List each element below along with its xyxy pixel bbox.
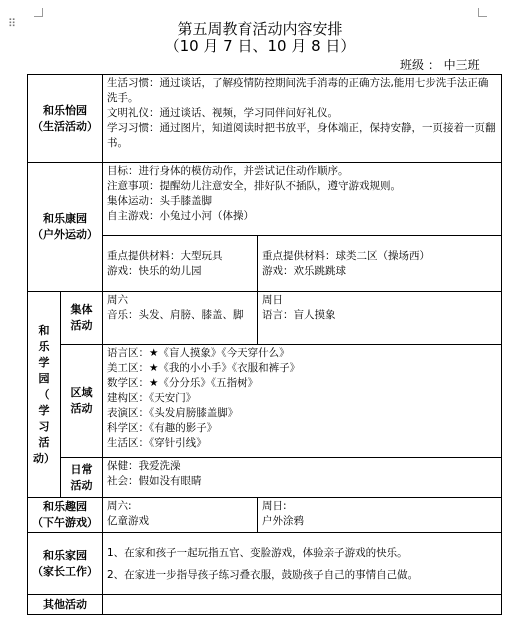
- home-content: [103, 533, 502, 595]
- study-header-char: 学: [38, 355, 50, 369]
- home-item: 2、在家进一步指导孩子练习叠衣服，鼓励孩子自己的事情自己做。: [107, 568, 419, 581]
- study-header-char: 园: [38, 371, 50, 385]
- other-row: [28, 595, 502, 615]
- study-header-char: 和: [38, 323, 50, 337]
- life-row: [28, 75, 502, 163]
- area-item: 科学区：《有趣的影子》: [107, 422, 218, 434]
- fun-sat-cell: [103, 498, 258, 533]
- study-daily-row: [28, 458, 502, 498]
- margin-corner-mark: [478, 8, 487, 17]
- doc-subtitle: （10 月 7 日、10 月 8 日）: [164, 37, 356, 55]
- area-item: 生活区：《穿针引线》: [107, 437, 207, 449]
- outdoor-content: [103, 163, 502, 236]
- life-item: 学习习惯：通过图片，知道阅读时把书放平，身体端正，保持安静，一页接着一页翻书。: [107, 122, 496, 149]
- area-item: 表演区：《头发肩膀膝盖脚》: [107, 407, 239, 419]
- study-header-char: 习: [38, 419, 50, 433]
- daily-content: [103, 458, 502, 498]
- group-sun-content: 语言：盲人摸象: [262, 309, 336, 321]
- fun-sun-cell: [258, 498, 502, 533]
- class-label: 班级 ： 中三班: [400, 58, 480, 72]
- study-header-char: 乐: [38, 339, 50, 353]
- group-sun-cell: [258, 292, 502, 345]
- daily-item: 保健：我爱洗澡: [107, 460, 181, 472]
- group-label-line: 集体: [70, 303, 93, 316]
- area-item: 语言区：★《盲人摸象》《今天穿什么》: [107, 347, 290, 359]
- outdoor-item: 目标：进行身体的模仿动作，并尝试记住动作顺序。: [107, 165, 349, 177]
- study-header: [28, 292, 61, 498]
- study-header-char: 学: [38, 403, 50, 417]
- other-header: 其他活动: [28, 595, 103, 615]
- outdoor-right-material: 重点提供材料：球类二区（操场西）: [262, 249, 430, 262]
- daily-label-line: 日常: [70, 462, 93, 476]
- life-content: [103, 75, 502, 163]
- margin-corner-mark: [34, 8, 43, 17]
- daily-label: [61, 458, 103, 498]
- drag-handle-icon[interactable]: ⠿: [8, 17, 18, 30]
- outdoor-right-cell: [258, 236, 502, 292]
- area-label-line: 区域: [70, 386, 93, 399]
- area-item: 数学区：★《分分乐》《五指树》: [107, 377, 259, 389]
- fun-header-sub: （下午游戏）: [32, 516, 98, 529]
- area-label-line: 活动: [70, 402, 93, 415]
- outdoor-item: 注意事项：提醒幼儿注意安全，排好队不插队，遵守游戏规则。: [107, 180, 401, 192]
- group-sun-day: 周日: [262, 294, 283, 306]
- home-row: [28, 533, 502, 595]
- outdoor-left-cell: [103, 236, 258, 292]
- daily-label-line: 活动: [70, 478, 93, 492]
- life-header-title: 和乐怡园: [43, 103, 87, 117]
- home-header-sub: （家长工作）: [32, 564, 98, 578]
- schedule-table: [27, 74, 502, 615]
- study-header-char: 动）: [33, 451, 55, 465]
- doc-title: 第五周教育活动内容安排: [177, 20, 343, 38]
- fun-header: [28, 498, 103, 533]
- life-header: [28, 75, 103, 163]
- fun-sat-day: 周六:: [107, 500, 132, 512]
- study-header-char: 活: [38, 435, 50, 449]
- outdoor-header-title: 和乐康园: [43, 212, 87, 225]
- group-label-line: 活动: [70, 319, 93, 332]
- study-area-row: [28, 345, 502, 458]
- fun-sun-content: 户外涂鸦: [262, 515, 304, 527]
- fun-sun-day: 周日:: [262, 500, 287, 512]
- fun-sat-content: 亿童游戏: [107, 515, 149, 527]
- outdoor-left-material: 重点提供材料：大型玩具: [107, 249, 223, 262]
- area-item: 美工区：★《我的小小手》《衣服和裤子》: [107, 362, 301, 374]
- fun-row: [28, 498, 502, 533]
- life-item: 生活习惯：通过谈话，了解疫情防控期间洗手消毒的正确方法,能用七步洗手法正确洗手。: [107, 77, 489, 104]
- study-header-char: （: [38, 387, 50, 401]
- fun-header-title: 和乐趣园: [43, 500, 87, 513]
- area-label: [61, 345, 103, 458]
- outdoor-item: 自主游戏：小兔过小河（体操）: [107, 210, 254, 222]
- group-sat-day: 周六: [107, 294, 128, 306]
- outdoor-right-game: 游戏：欢乐跳跳球: [262, 264, 346, 277]
- daily-item: 社会：假如没有眼睛: [107, 475, 202, 487]
- home-item: 1、在家和孩子一起玩指五官、变脸游戏，体验亲子游戏的快乐。: [107, 546, 408, 559]
- group-sat-content: 音乐：头发、肩膀、膝盖、脚: [107, 309, 244, 321]
- area-content: [103, 345, 502, 458]
- group-sat-cell: [103, 292, 258, 345]
- outdoor-item: 集体运动：头手膝盖脚: [107, 195, 212, 207]
- home-header-title: 和乐家园: [43, 548, 87, 562]
- other-content: [103, 595, 502, 615]
- area-item: 建构区：《天安门》: [107, 392, 197, 404]
- life-item: 文明礼仪：通过谈话、视频，学习同伴问好礼仪。: [107, 107, 338, 119]
- group-label: [61, 292, 103, 345]
- life-header-sub: （生活活动）: [32, 119, 98, 133]
- outdoor-left-game: 游戏：快乐的幼儿园: [107, 264, 202, 277]
- outdoor-row: [28, 163, 502, 236]
- study-group-row: [28, 292, 502, 345]
- home-header: [28, 533, 103, 595]
- outdoor-header-sub: （户外运动）: [32, 228, 98, 241]
- outdoor-header: [28, 163, 103, 292]
